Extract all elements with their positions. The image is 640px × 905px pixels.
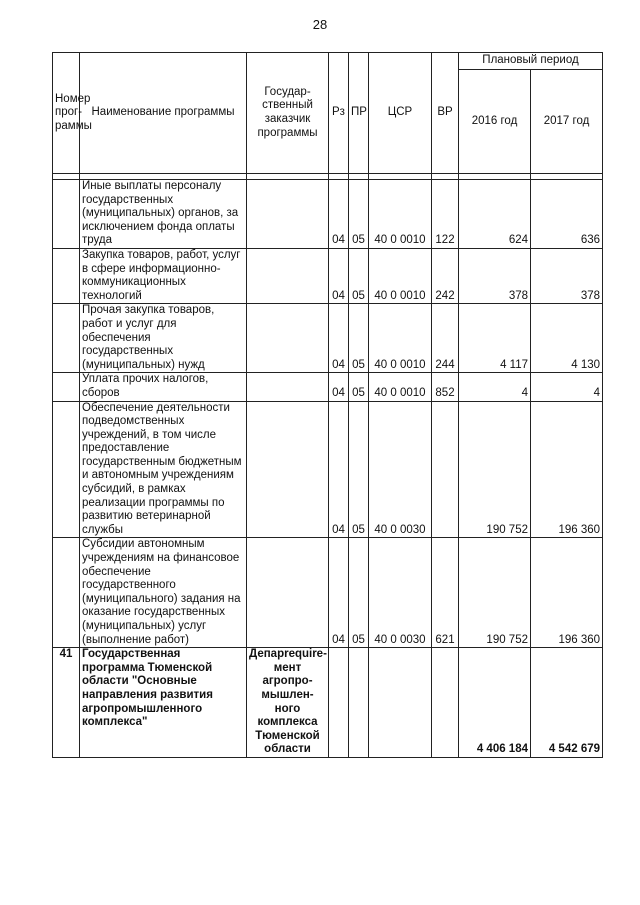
- cell-2016: 190 752: [459, 401, 531, 538]
- cell-name: Обеспечение деятельности подведомственных учреждений, в том числе предоставление государственным бюджетным и автономным учреждениям субсидий, в рамках реализации программы по развитию ветеринарной службы: [80, 401, 247, 538]
- cell-customer: Депарrequire-мент агропро-мышлен-ного комплекса Тюменской области: [247, 648, 329, 758]
- cell-number: 41: [53, 648, 80, 758]
- cell-pr: 05: [349, 373, 369, 401]
- cell-number: [53, 373, 80, 401]
- cell-csr: 40 0 0010: [369, 373, 432, 401]
- cell-vr: 122: [432, 180, 459, 249]
- cell-vr: 244: [432, 304, 459, 373]
- cell-csr: 40 0 0010: [369, 180, 432, 249]
- cell-rz: 04: [329, 248, 349, 303]
- cell-name: Субсидии автономным учреждениям на финансовое обеспечение государственного (муниципального) задания на оказание государственных (муниципальных) услуг (выполнение работ): [80, 538, 247, 648]
- cell-vr: 242: [432, 248, 459, 303]
- table-row: [53, 373, 603, 401]
- header-csr: ЦСР: [369, 53, 432, 174]
- header-year-2016: 2016 год: [459, 70, 531, 174]
- page-number: 28: [312, 17, 328, 32]
- cell-rz: [329, 648, 349, 758]
- cell-vr: 852: [432, 373, 459, 401]
- cell-2016: 624: [459, 180, 531, 249]
- cell-2017: 636: [531, 180, 603, 249]
- cell-name: Уплата прочих налогов, сборов: [80, 373, 247, 401]
- table-row: [53, 538, 603, 648]
- cell-rz: 04: [329, 538, 349, 648]
- cell-2017: 378: [531, 248, 603, 303]
- cell-customer: [247, 538, 329, 648]
- cell-name: Государственная программа Тюменской области "Основные направления развития агропромышленного комплекса": [80, 648, 247, 758]
- cell-2017: 4 542 679: [531, 648, 603, 758]
- cell-rz: 04: [329, 373, 349, 401]
- cell-vr: [432, 648, 459, 758]
- cell-rz: 04: [329, 304, 349, 373]
- cell-customer: [247, 373, 329, 401]
- header-rz: Рз: [329, 53, 349, 174]
- table-row: [53, 401, 603, 538]
- cell-2017: 4 130: [531, 304, 603, 373]
- header-customer: Государ-ственный заказчик программы: [247, 53, 329, 174]
- cell-customer: [247, 304, 329, 373]
- cell-name: Иные выплаты персоналу государственных (муниципальных) органов, за исключением фонда оплаты труда: [80, 180, 247, 249]
- cell-csr: 40 0 0010: [369, 248, 432, 303]
- cell-customer: [247, 248, 329, 303]
- cell-pr: 05: [349, 248, 369, 303]
- cell-2017: 4: [531, 373, 603, 401]
- cell-pr: 05: [349, 401, 369, 538]
- cell-rz: 04: [329, 180, 349, 249]
- header-year-2017: 2017 год: [531, 70, 603, 174]
- cell-2016: 4: [459, 373, 531, 401]
- cell-vr: 621: [432, 538, 459, 648]
- cell-number: [53, 401, 80, 538]
- cell-pr: 05: [349, 538, 369, 648]
- cell-pr: [349, 648, 369, 758]
- cell-name: Прочая закупка товаров, работ и услуг для обеспечения государственных (муниципальных) нужд: [80, 304, 247, 373]
- header-planned-period: Плановый период: [459, 53, 603, 70]
- header-name: Наименование программы: [80, 53, 247, 174]
- table-row: [53, 180, 603, 249]
- cell-csr: 40 0 0030: [369, 538, 432, 648]
- cell-customer: [247, 401, 329, 538]
- cell-customer: [247, 180, 329, 249]
- cell-csr: 40 0 0030: [369, 401, 432, 538]
- cell-number: [53, 180, 80, 249]
- cell-2016: 378: [459, 248, 531, 303]
- cell-number: [53, 304, 80, 373]
- table-row: [53, 304, 603, 373]
- table-row-program: [53, 648, 603, 758]
- header-vr: ВР: [432, 53, 459, 174]
- cell-csr: 40 0 0010: [369, 304, 432, 373]
- cell-2016: 4 117: [459, 304, 531, 373]
- table-row: [53, 248, 603, 303]
- budget-table: [52, 52, 603, 758]
- header-number: Номер прог-раммы: [53, 53, 80, 174]
- cell-csr: [369, 648, 432, 758]
- cell-pr: 05: [349, 304, 369, 373]
- header-pr: ПР: [349, 53, 369, 174]
- cell-2016: 190 752: [459, 538, 531, 648]
- cell-pr: 05: [349, 180, 369, 249]
- cell-2017: 196 360: [531, 538, 603, 648]
- cell-2017: 196 360: [531, 401, 603, 538]
- cell-name: Закупка товаров, работ, услуг в сфере информационно-коммуникационных технологий: [80, 248, 247, 303]
- cell-2016: 4 406 184: [459, 648, 531, 758]
- cell-number: [53, 538, 80, 648]
- cell-rz: 04: [329, 401, 349, 538]
- cell-vr: [432, 401, 459, 538]
- cell-number: [53, 248, 80, 303]
